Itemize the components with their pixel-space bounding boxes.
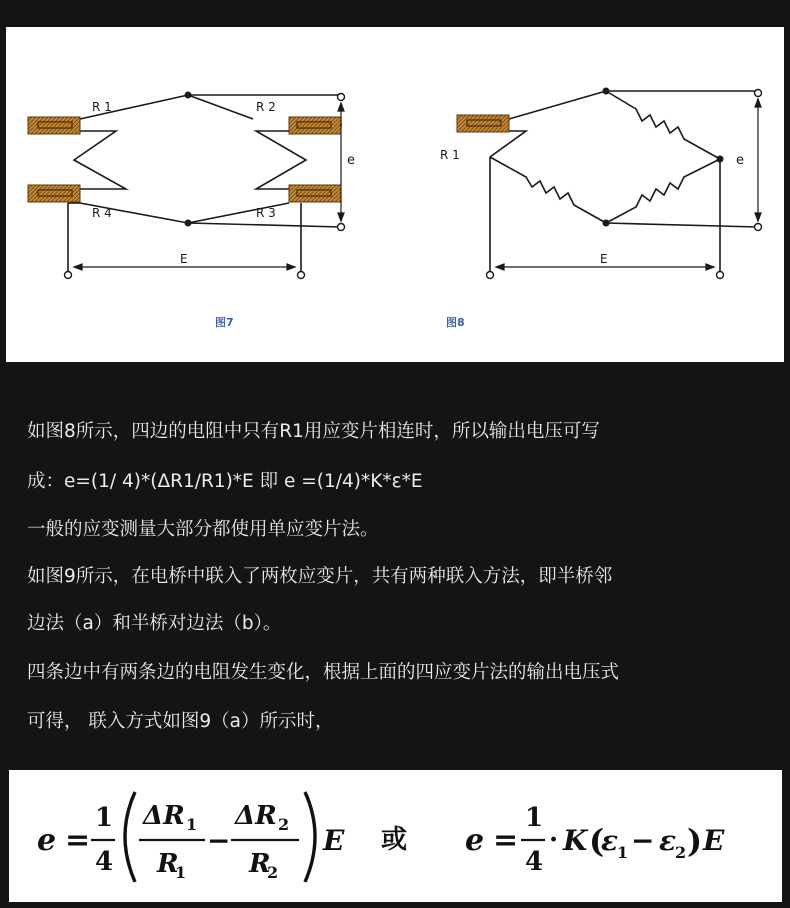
formula-eps1: ε	[601, 824, 619, 857]
fig8-label-e: e	[736, 153, 744, 168]
fig7-label-r2: R 2	[256, 100, 276, 114]
fig8-gauge-r1	[457, 115, 509, 132]
text-line: 如图9所示，在电桥中联入了两枚应变片，共有两种联入方法，即半桥邻	[27, 566, 613, 587]
fig7-label-r1: R 1	[92, 100, 112, 114]
text-line: 可得， 联入方式如图9（a）所示时，	[27, 711, 334, 732]
fig8-label-E: E	[600, 252, 608, 266]
fig8-circuit	[490, 91, 758, 273]
formula-close-paren: )	[687, 822, 703, 860]
text-line: 一般的应变测量大部分都使用单应变片法。	[27, 519, 379, 540]
formula-lhs: e	[37, 823, 57, 858]
formula-eq: =	[65, 823, 91, 858]
formula-rhs-minus: −	[631, 824, 655, 857]
left-paren	[125, 792, 135, 882]
formula-eps2-sub: 2	[675, 843, 687, 862]
formula-r2: R	[249, 849, 271, 879]
bridge-circuit-diagrams	[6, 27, 784, 362]
text-line: 如图8所示，四边的电阻中只有R1用应变片相连时，所以输出电压可写	[27, 421, 600, 442]
formula-one: 1	[95, 803, 114, 833]
formula-eps2: ε	[659, 824, 677, 857]
formula-rhs-four: 4	[525, 847, 544, 877]
formula-k: K	[563, 824, 588, 857]
formula-sub1: 1	[186, 815, 198, 834]
formula-r2-sub: 2	[267, 863, 279, 882]
formula-r1-sub: 1	[175, 863, 187, 882]
figure-panel	[6, 27, 784, 362]
fig7-gauge-r4	[28, 185, 80, 202]
formula-minus: −	[207, 824, 231, 857]
fig7-caption: 图7	[215, 316, 234, 329]
right-paren	[305, 792, 315, 882]
formula-eps1-sub: 1	[617, 843, 629, 862]
formula-open-paren: (	[589, 822, 605, 860]
fig7-label-r3: R 3	[256, 206, 276, 220]
formula-four: 4	[95, 847, 114, 877]
text-line: 四条边中有两条边的电阻发生变化，根据上面的四应变片法的输出电压式	[27, 662, 620, 683]
formula-delta-r1: ΔR	[143, 801, 185, 831]
fig8-caption: 图8	[446, 316, 465, 329]
formula-dot: ·	[549, 825, 559, 855]
fig7-label-e: e	[347, 153, 355, 168]
text-line: 成：e=(1/ 4)*(ΔR1/R1)*E 即 e =(1/4)*K*ε*E	[27, 471, 423, 492]
fig7-label-E: E	[180, 252, 188, 266]
formula-or: 或	[381, 825, 408, 855]
formula-rhs-eq: =	[493, 823, 519, 858]
text-line: 边法（a）和半桥对边法（b）。	[27, 613, 282, 634]
fig7-nodes	[185, 92, 192, 227]
formula-panel	[9, 770, 782, 902]
fig8-label-r1: R 1	[440, 148, 460, 162]
fig8-nodes	[603, 88, 724, 227]
formula	[9, 770, 782, 902]
fig7-label-r4: R 4	[92, 206, 112, 220]
formula-E: E	[323, 824, 345, 857]
fig8-e-arrow	[755, 99, 761, 221]
fig7-gauge-r3	[289, 185, 341, 202]
fig7-gauge-r2	[289, 117, 341, 134]
formula-rhs-e: e	[465, 823, 485, 858]
formula-rhs-E: E	[703, 824, 725, 857]
formula-rhs-one: 1	[525, 803, 544, 833]
formula-delta-r2: ΔR	[235, 801, 277, 831]
formula-sub2: 2	[278, 815, 290, 834]
formula-r1: R	[157, 849, 179, 879]
fig7-gauge-r1	[28, 117, 80, 134]
